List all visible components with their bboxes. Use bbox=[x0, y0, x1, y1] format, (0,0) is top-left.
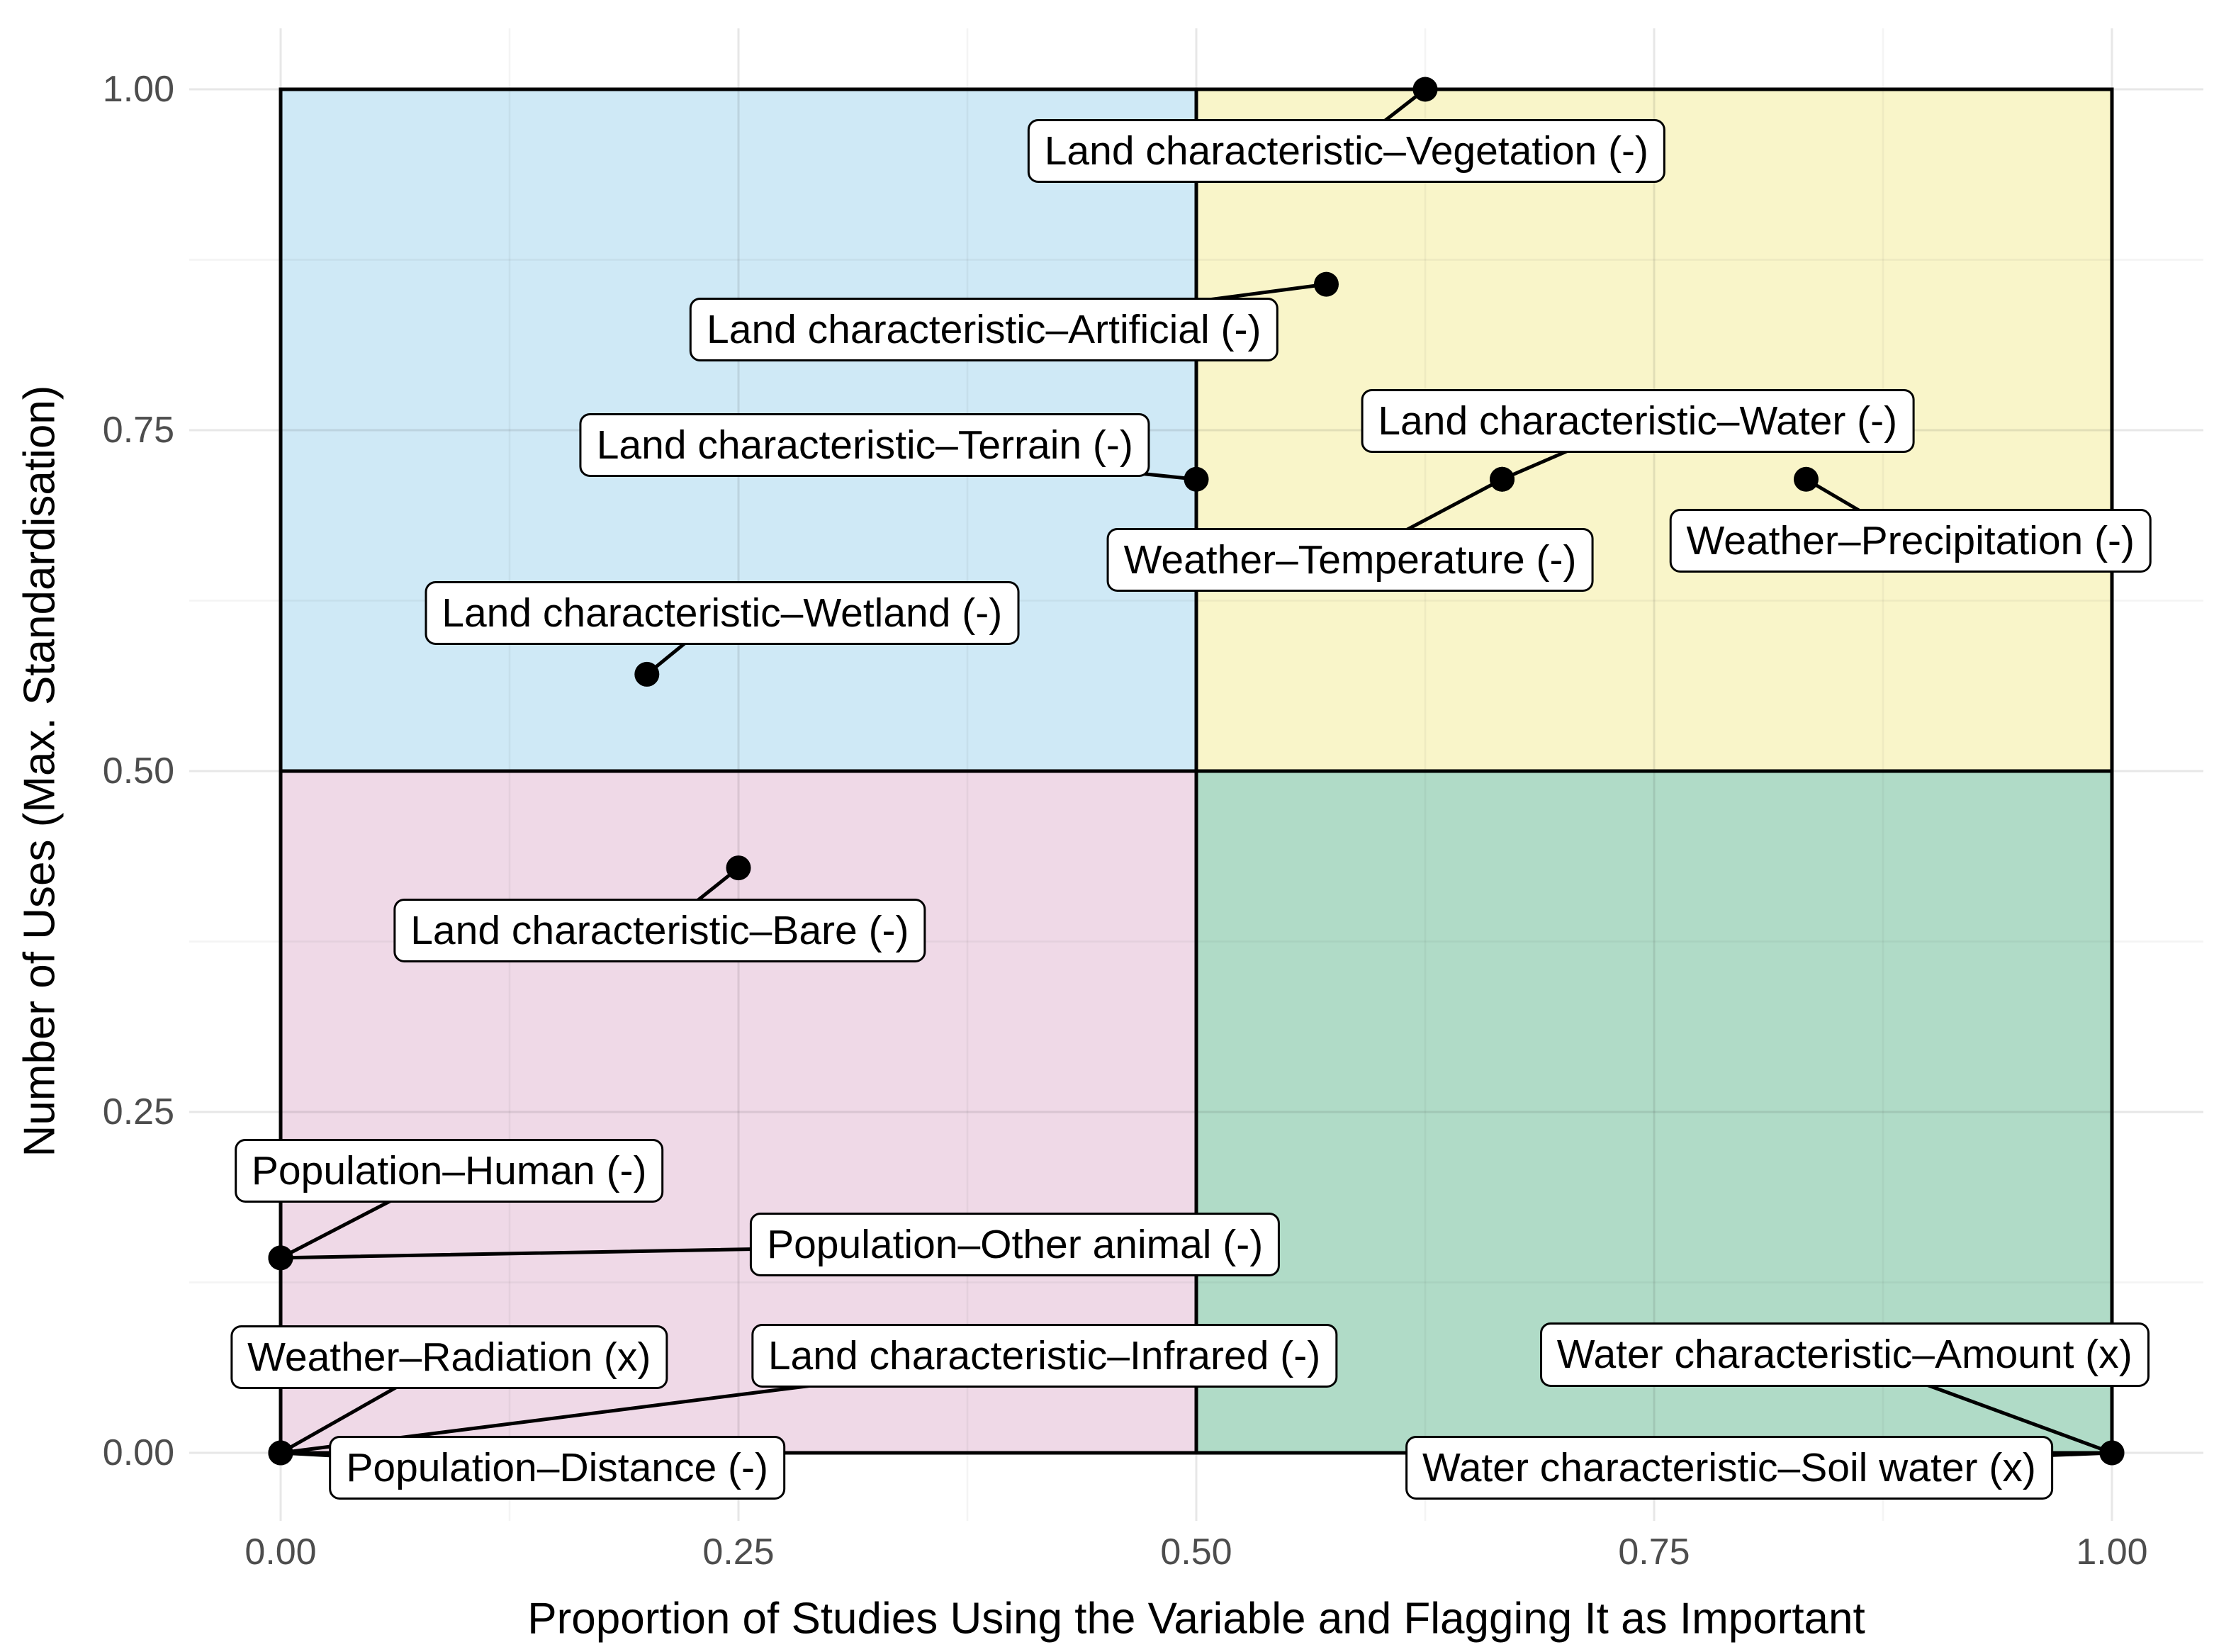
point-label: Population–Other animal (-) bbox=[750, 1213, 1280, 1276]
data-point bbox=[269, 1245, 293, 1270]
data-point bbox=[269, 1441, 293, 1466]
data-point bbox=[1314, 272, 1339, 297]
point-label: Water characteristic–Soil water (x) bbox=[1405, 1436, 2053, 1500]
point-label: Land characteristic–Water (-) bbox=[1361, 388, 1914, 452]
point-label: Weather–Temperature (-) bbox=[1107, 528, 1594, 592]
point-label: Weather–Radiation (x) bbox=[230, 1325, 668, 1389]
point-label: Land characteristic–Terrain (-) bbox=[580, 413, 1150, 477]
point-label: Water characteristic–Amount (x) bbox=[1540, 1322, 2150, 1386]
point-label: Land characteristic–Artificial (-) bbox=[690, 298, 1278, 361]
data-point bbox=[2100, 1441, 2125, 1466]
data-point bbox=[1794, 467, 1819, 492]
point-label: Population–Distance (-) bbox=[329, 1436, 785, 1500]
y-tick-label: 1.00 bbox=[102, 69, 174, 110]
x-tick-label: 0.50 bbox=[1160, 1532, 1232, 1573]
x-tick-label: 1.00 bbox=[2076, 1532, 2148, 1573]
x-axis-title: Proportion of Studies Using the Variable and Flagging It as Important bbox=[527, 1594, 1865, 1643]
data-point bbox=[1490, 467, 1515, 492]
point-label: Land characteristic–Vegetation (-) bbox=[1028, 119, 1665, 183]
label-segment bbox=[1729, 1453, 2112, 1468]
data-point bbox=[634, 662, 659, 687]
y-tick-label: 0.50 bbox=[102, 751, 174, 792]
label-segment bbox=[281, 1453, 557, 1468]
point-label: Weather–Precipitation (-) bbox=[1669, 509, 2152, 573]
point-label: Population–Human (-) bbox=[235, 1139, 664, 1203]
y-tick-label: 0.00 bbox=[102, 1432, 174, 1473]
y-axis-title: Number of Uses (Max. Standardisation) bbox=[15, 385, 64, 1157]
point-label: Land characteristic–Infrared (-) bbox=[751, 1324, 1337, 1388]
x-tick-label: 0.75 bbox=[1618, 1532, 1690, 1573]
y-tick-label: 0.75 bbox=[102, 410, 174, 451]
data-point bbox=[1184, 467, 1209, 492]
point-label: Land characteristic–Bare (-) bbox=[393, 899, 926, 962]
point-label: Land characteristic–Wetland (-) bbox=[425, 581, 1019, 645]
data-point bbox=[1413, 77, 1438, 102]
x-tick-label: 0.00 bbox=[245, 1532, 317, 1573]
x-tick-label: 0.25 bbox=[702, 1532, 775, 1573]
data-point bbox=[726, 855, 751, 880]
y-tick-label: 0.25 bbox=[102, 1091, 174, 1133]
